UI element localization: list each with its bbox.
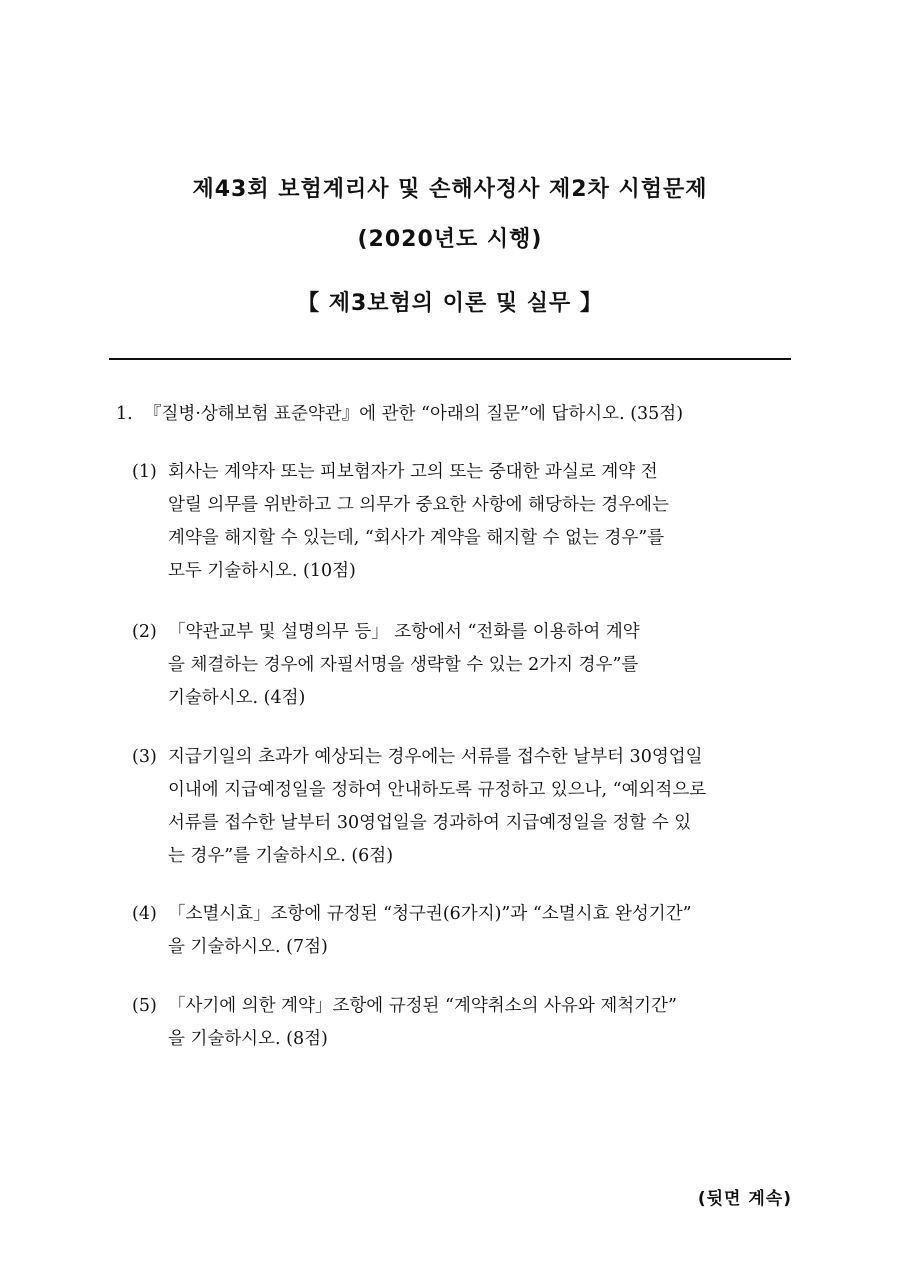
sub-question-2 <box>132 616 792 715</box>
sub-question-text: 는 경우”를 기술하시오. (6점) <box>168 846 394 866</box>
sub-question-text: 계약을 해지할 수 있는데, “회사가 계약을 해지할 수 없는 경우”를 <box>168 528 665 548</box>
exam-year: (2020년도 시행) <box>357 227 543 252</box>
sub-question-text: 서류를 접수한 날부터 30영업일을 경과하여 지급예정일을 정할 수 있 <box>168 813 692 833</box>
exam-subject: 【 제3보험의 이론 및 실무 】 <box>297 291 603 316</box>
sub-question-1 <box>132 456 792 588</box>
sub-question-text: 모두 기술하시오. (10점) <box>168 561 356 581</box>
sub-question-text: 알릴 의무를 위반하고 그 의무가 중요한 사항에 해당하는 경우에는 <box>168 495 669 515</box>
sub-question-number: (5) <box>132 996 157 1016</box>
sub-question-text: 을 체결하는 경우에 자필서명을 생략할 수 있는 2가지 경우”를 <box>168 655 639 675</box>
sub-question-text: 을 기술하시오. (8점) <box>168 1029 328 1049</box>
sub-question-text: 지급기일의 초과가 예상되는 경우에는 서류를 접수한 날부터 30영업일 <box>168 747 703 767</box>
question-number: 1. <box>116 404 133 424</box>
sub-question-3 <box>132 741 792 873</box>
sub-question-text: 기술하시오. (4점) <box>168 688 306 708</box>
question-1 <box>116 400 806 428</box>
sub-question-text: 「사기에 의한 계약」조항에 규정된 “계약취소의 사유와 제척기간” <box>168 996 677 1016</box>
sub-question-number: (1) <box>132 462 157 482</box>
sub-question-number: (2) <box>132 622 157 642</box>
sub-question-text: 「소멸시효」조항에 규정된 “청구권(6가지)”과 “소멸시효 완성기간” <box>168 904 692 924</box>
sub-question-text: 회사는 계약자 또는 피보험자가 고의 또는 중대한 과실로 계약 전 <box>168 462 658 482</box>
sub-question-text: 「약관교부 및 설명의무 등」 조항에서 “전화를 이용하여 계약 <box>168 622 640 642</box>
exam-title: 제43회 보험계리사 및 손해사정사 제2차 시험문제 <box>192 177 708 202</box>
sub-question-text: 을 기술하시오. (7점) <box>168 937 328 957</box>
continued-note: (뒷면 계속) <box>697 1189 792 1209</box>
question-text: 『질병·상해보험 표준약관』에 관한 “아래의 질문”에 답하시오. (35점) <box>144 404 684 424</box>
sub-question-number: (4) <box>132 904 157 924</box>
sub-question-5 <box>132 990 792 1056</box>
divider-line <box>109 358 791 360</box>
sub-question-text: 이내에 지급예정일을 정하여 안내하도록 규정하고 있으나, “예외적으로 <box>168 780 707 800</box>
sub-question-number: (3) <box>132 747 157 767</box>
sub-question-4 <box>132 898 792 964</box>
